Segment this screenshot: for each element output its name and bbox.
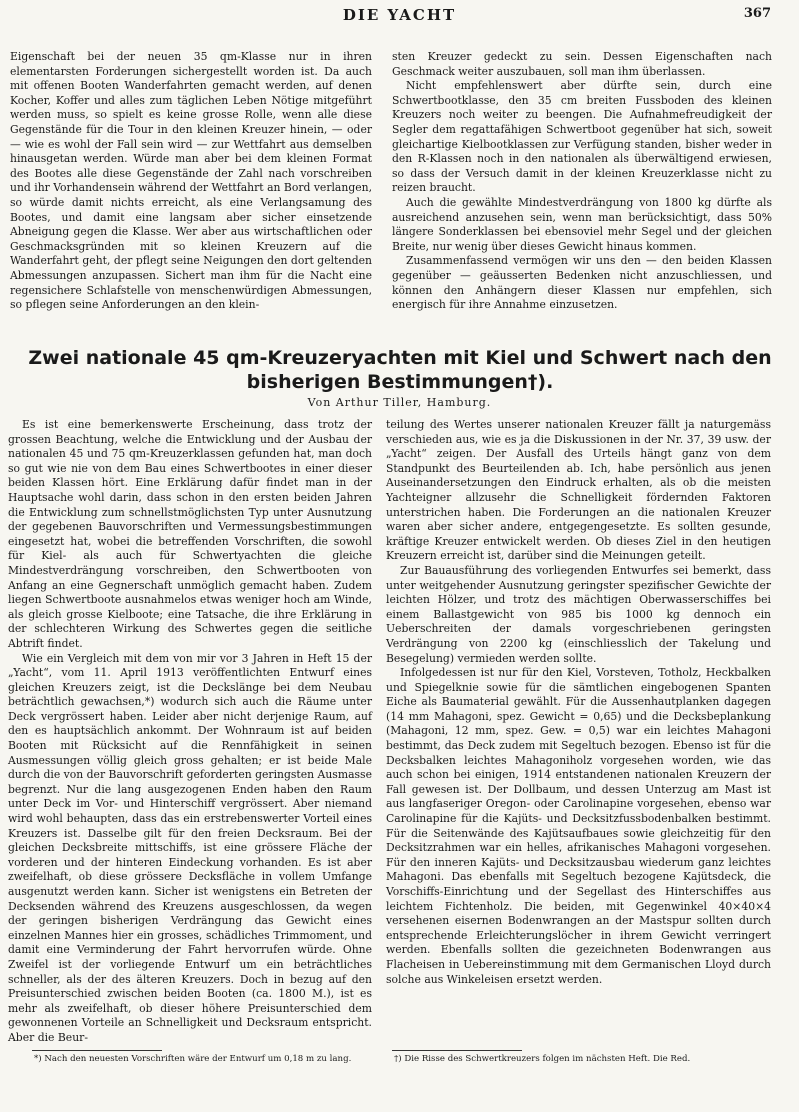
running-title: DIE YACHT [342, 6, 457, 24]
footnote-rule-right [392, 1050, 522, 1051]
paragraph: Eigenschaft bei der neuen 35 qm-Klasse nur in ihren elementarsten Forderungen sichergestellt worden ist. Da auch mit offenen Booten Wanderfahrten gemacht werden, auf denen Kocher, Koffer und alles zum täglichen Leben Nötige mitgeführt werden muss, so spielt es keine grosse Rolle, wenn alle diese Gegenstände für die Tour in den kleinen Kreuzer hinein, — oder — wie es wohl der Fall sein wird — zur Wettfahrt aus demselben hinausgetan werden. Würde man aber bei dem kleinen Format des Bootes alle diese Gegenstände der Zahl nach vorschreiben und ihr Vorhandensein während der Wettfahrt an Bord verlangen, so würde damit nichts erreicht, als eine Verlangsamung des Bootes, und damit eine langsam aber sicher einsetzende Abneigung gegen die Klasse. Wer aber aus wirtschaftlichen oder Geschmacksgründen mit so kleinen Kreuzern auf die Wanderfahrt geht, der pflegt seine Neigungen den dort geltenden Abmessungen anzupassen. Sichert man ihm für die Nacht eine regensichere Schlafstelle von menschenwürdigen Abmessungen, so pflegen seine Anforderungen an den klein- [10, 50, 373, 312]
page-header [0, 4, 799, 28]
article-left-column [8, 418, 372, 1046]
footnote-right: †) Die Risse des Schwertkreuzers folgen im nächsten Heft. Die Red. [394, 1054, 691, 1064]
paragraph: Wie ein Vergleich mit dem von mir vor 3 Jahren in Heft 15 der „Yacht“, vom 11. April 1913 veröffentlichten Entwurf eines gleichen Kreuzers zeigt, ist die Deckslänge bei dem Neubau beträchtlich gewachsen,*) wodurch sich auch die Räume unter Deck vergrössert haben. Leider aber nicht derjenige Raum, auf den es hauptsächlich ankommt. Der Wohnraum ist auf beiden Booten mit Rücksicht auf die Rennfähigkeit in seinen Ausmessungen völlig gleich gross gehalten; er ist beide Male durch die von der Bauvorschrift geforderten geringsten Ausmasse begrenzt. Nur die lang ausgezogenen Enden haben den Raum unter Deck im Vor- und Hinterschiff vergrössert. Aber niemand wird wohl behaupten, dass das ein erstrebenswerter Vorteil eines Kreuzers ist. Dasselbe gilt für den freien Decksraum. Bei der gleichen Decksbreite mittschiffs, ist eine grössere Fläche der vorderen und der hinteren Eindeckung vorhanden. Es ist aber zweifelhaft, ob diese grössere Decksfläche in vollem Umfange ausgenutzt werden kann. Sicher ist wenigstens ein Betreten der Decksenden während des Kreuzens ausgeschlossen, da wegen der geringen bisherigen Verdrängung das Gewicht eines einzelnen Mannes hier ein grosses, schädliches Trimmoment, und damit eine Verminderung der Fahrt hervorrufen würde. Ohne Zweifel ist der vorliegende Entwurf um ein beträchtliches schneller, als der des älteren Kreuzers. Doch in bezug auf den Preisunterschied zwischen beiden Booten (ca. 1800 M.), ist es mehr als zweifelhaft, ob dieser höhere Preisunterschied dem gewonnenen Vorteile an Schnelligkeit und Decksraum entspricht. Aber die Beur- [8, 651, 372, 1044]
paragraph: Auch die gewählte Mindestverdrängung von 1800 kg dürfte als ausreichend anzusehen sein, wenn man berücksichtigt, dass 50% längere Sonderklassen bei ebensoviel mehr Segel und der gleichen Breite, nur wenig über dieses Gewicht hinaus kommen. [392, 195, 772, 253]
article-title [20, 346, 780, 394]
footnote-rule-left [32, 1050, 162, 1051]
paragraph: Infolgedessen ist nur für den Kiel, Vorsteven, Totholz, Heckbalken und Spiegelknie sowie für die sämtlichen eingebogenen Spanten Eiche als Baumaterial gewählt. Für die Aussenhautplanken dagegen (14 mm Mahagoni, spez. Gewicht = 0,65) und die Decksbeplankung (Mahagoni, 12 mm, spez. Gew. = 0,5) war ein leichtes Mahagoni bestimmt, das Deck zudem mit Segeltuch bezogen. Ebenso ist für die Decksbalken leichtes Mahagoniholz vorgesehen worden, wie das auch schon bei einigen, 1914 entstandenen nationalen Kreuzern der Fall gewesen ist. Der Dollbaum, und dessen Unterzug am Mast ist aus langfaseriger Oregon- oder Carolinapine vorgesehen, ebenso war Carolinapine für die Kajüts- und Decksitzfussbodenbalken bestimmt. Für die Seitenwände des Kajütsaufbaues sowie gleichzeitig für den Decksitzrahmen war ein helles, afrikanisches Mahagoni vorgesehen. Für den inneren Kajüts- und Decksitzausbau wiederum ganz leichtes Mahagoni. Das ebenfalls mit Segeltuch bezogene Kajütsdeck, die Vorschiffs-Einrichtung und der Segellast des Hinterschiffes aus leichtem Fichtenholz. Die beiden, mit Gegenwinkel 40×40×4 versehenen eisernen Bodenwrangen an der Mastspur sollten durch entsprechende Erleichterungslöcher in ihrem Gewicht verringert werden. Ebenfalls sollten die gezeichneten Bodenwrangen aus Flacheisen in Uebereinstimmung mit dem Germanischen Lloyd durch solche aus Winkeleisen ersetzt werden. [386, 666, 771, 986]
article-right-column [386, 418, 771, 987]
footnote-left: *) Nach den neuesten Vorschriften wäre der Entwurf um 0,18 m zu lang. [34, 1054, 352, 1064]
article-title-line-1: Zwei nationale 45 qm-Kreuzeryachten mit Kiel und Schwert nach den [28, 347, 772, 369]
article-title-line-2: bisherigen Bestimmungen†). [246, 371, 554, 393]
page-number: 367 [743, 6, 771, 21]
paragraph: Zusammenfassend vermögen wir uns den — den beiden Klassen gegenüber — geäusserten Bedenken nicht anzuschliessen, und können den Anhängern dieser Klassen nur empfehlen, sich energisch für ihre Annahme einzusetzen. [392, 254, 772, 312]
top-left-column [10, 50, 372, 313]
paragraph: Es ist eine bemerkenswerte Erscheinung, dass trotz der grossen Beachtung, welche die Entwicklung und der Ausbau der nationalen 45 und 75 qm-Kreuzerklassen gefunden hat, man doch so gut wie nie von dem Bau eines Schwertbootes in einer dieser beiden Klassen hört. Eine Erklärung dafür findet man in der Hauptsache wohl darin, dass schon in den ersten beiden Jahren die Entwicklung zum schnellstmöglichsten Typ unter Ausnutzung der gegebenen Bauvorschriften und Vermessungsbestimmungen eingesetzt hat, wobei die betreffenden Vorschriften, die sowohl für Kiel- als auch für Schwertyachten die gleiche Mindestverdrängung vorschreiben, den Schwertbooten von Anfang an eine Gegnerschaft unmöglich gemacht haben. Zudem liegen Schwertboote ausnahmelos etwas weniger hoch am Winde, als gleich grosse Kielboote; eine Tatsache, die ihre Erklärung in der schlechteren Wirkung des Schwertes gegen die seitliche Abtrift findet. [8, 418, 372, 650]
paragraph: Nicht empfehlenswert aber dürfte sein, durch eine Schwertbootklasse, den 35 cm breiten Fussboden des kleinen Kreuzers noch weiter zu beengen. Die Aufnahmefreudigkeit der Segler dem regattafähigen Schwertboot gegenüber hat sich, soweit gleichartige Kielbootklassen zur Verfügung standen, bisher weder in den R-Klassen noch in den nationalen als überwältigend erwiesen, so dass der Versuch damit in der kleinen Kreuzerklasse nicht zu reizen braucht. [392, 79, 772, 195]
paragraph: teilung des Wertes unserer nationalen Kreuzer fällt ja naturgemäss verschieden aus, wie es ja die Diskussionen in der Nr. 37, 39 usw. der „Yacht“ zeigen. Der Ausfall des Urteils hängt ganz von dem Standpunkt des Beurteilenden ab. Ich, habe persönlich aus jenen Auseinandersetzungen den Eindruck erhalten, als ob die meisten Yachteigner allzusehr die Schnelligkeit fördernden Faktoren unterstrichen haben. Die Forderungen an die nationalen Kreuzer waren aber sicher andere, entgegengesetzte. Es sollten gesunde, kräftige Kreuzer entwickelt werden. Ob dieses Ziel in den heutigen Kreuzern erreicht ist, darüber sind die Meinungen geteilt. [386, 418, 771, 563]
paragraph: sten Kreuzer gedeckt zu sein. Dessen Eigenschaften nach Geschmack weiter auszubauen, soll man ihm überlassen. [392, 50, 772, 78]
article-byline: Von Arthur Tiller, Hamburg. [307, 396, 492, 409]
top-right-column [392, 50, 772, 313]
paragraph: Zur Bauausführung des vorliegenden Entwurfes sei bemerkt, dass unter weitgehender Ausnutzung geringster spezifischer Gewichte der leichten Hölzer, und trotz des mächtigen Oberwasserschiffes bei einem Ballastgewicht von 985 bis 1000 kg dennoch ein Ueberschreiten der damals vorgeschriebenen geringsten Verdrängung von 2200 kg (einschliesslich der Takelung und Besegelung) vermieden werden sollte. [386, 563, 771, 665]
